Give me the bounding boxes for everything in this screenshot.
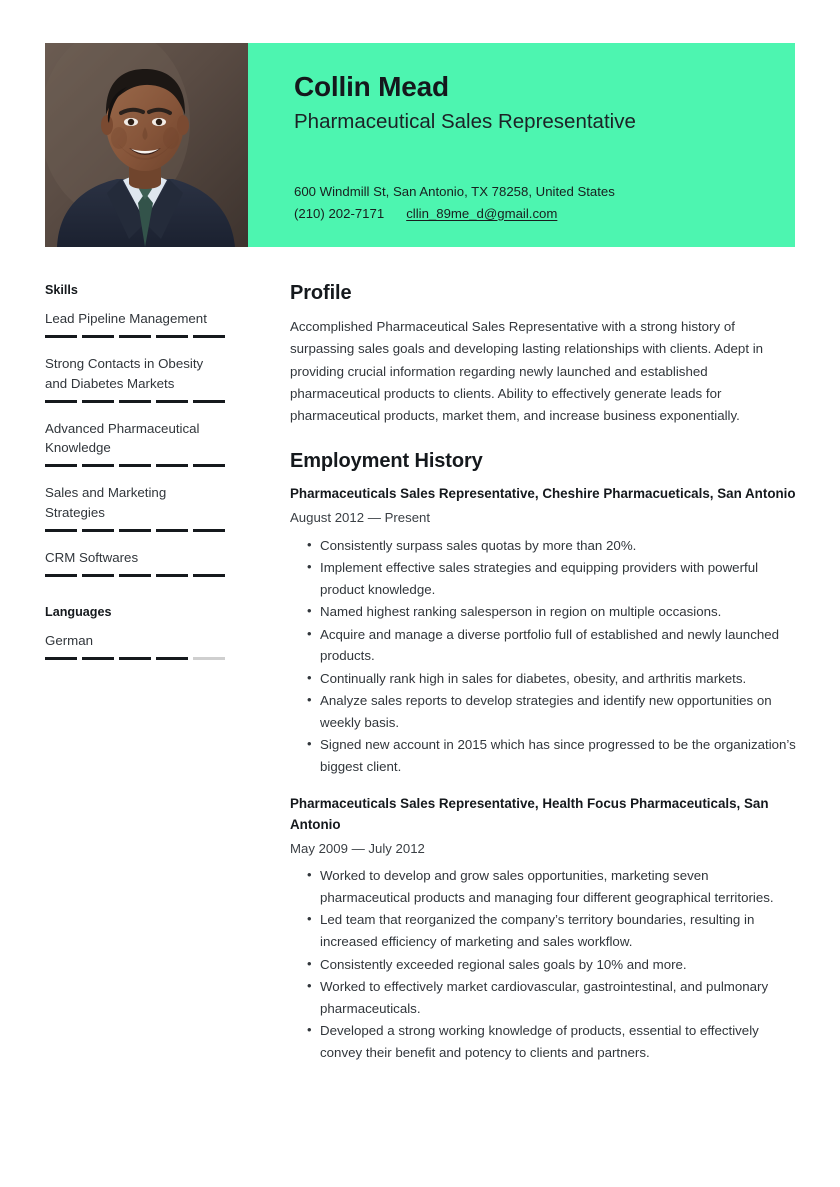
job-entry-bullets xyxy=(290,865,796,1063)
list-item xyxy=(45,631,225,660)
skill-label: Advanced Pharmaceutical Knowledge xyxy=(45,420,200,456)
list-item: • Signed new account in 2015 which has since progressed to be the organization’s biggest client. xyxy=(290,734,796,777)
languages-section xyxy=(45,605,225,660)
job-entry-heading: Pharmaceuticals Sales Representative, Health Focus Pharmaceuticals, San Antonio xyxy=(290,796,769,832)
rating-segment xyxy=(156,335,188,338)
header-accent-band xyxy=(248,43,795,247)
rating-segment xyxy=(82,574,114,577)
job-entry-heading: Pharmaceuticals Sales Representative, Cheshire Pharmacueticals, San Antonio xyxy=(290,485,796,501)
rating-segment xyxy=(193,529,225,532)
job-entry-bullets xyxy=(290,535,796,778)
contact-phone[interactable]: (210) 202-7171 xyxy=(294,205,385,221)
languages-heading: Languages xyxy=(45,605,112,620)
rating-segment xyxy=(82,529,114,532)
rating-segment xyxy=(119,657,151,660)
rating-segment xyxy=(193,574,225,577)
rating-segment xyxy=(82,657,114,660)
list-item: • Worked to effectively market cardiovascular, gastrointestinal, and pulmonary pharmaceuticals. xyxy=(290,976,796,1019)
rating-segment xyxy=(119,574,151,577)
list-item xyxy=(45,548,225,577)
profile-text: Accomplished Pharmaceutical Sales Representative with a strong history of surpassing sales goals and developing lasting relationships with clients. Adept in providing crucial information regarding newly launched and established pharmaceutical products to clients. Ability to effectively generate leads for pharmaceutical products, market them, and increase business exponentially. xyxy=(290,319,764,424)
list-item xyxy=(45,309,225,338)
contact-address: 600 Windmill St, San Antonio, TX 78258, United States xyxy=(294,184,615,199)
list-item: • Analyze sales reports to develop strategies and identify new opportunities on weekly basis. xyxy=(290,690,796,733)
rating-segment xyxy=(193,400,225,403)
job-entry-dates: August 2012 — Present xyxy=(290,509,431,525)
rating-segment xyxy=(156,464,188,467)
rating-segment xyxy=(119,400,151,403)
rating-segment xyxy=(45,657,77,660)
rating-segment xyxy=(82,335,114,338)
profile-section xyxy=(290,282,796,428)
sidebar xyxy=(45,283,225,676)
contact-email[interactable]: cllin_89me_d@gmail.com xyxy=(406,205,558,221)
rating-segment xyxy=(119,529,151,532)
rating-segment xyxy=(45,529,77,532)
list-item: • Worked to develop and grow sales opportunities, marketing seven pharmaceutical products and managing four different geographical territories. xyxy=(290,865,796,908)
rating-segment xyxy=(156,657,188,660)
rating-segment xyxy=(45,464,77,467)
rating-segment xyxy=(193,657,225,660)
language-rating xyxy=(45,657,225,660)
job-title: Pharmaceutical Sales Representative xyxy=(294,109,636,133)
employment-section xyxy=(290,450,796,1064)
rating-segment xyxy=(82,400,114,403)
skill-label: CRM Softwares xyxy=(45,549,139,565)
list-item xyxy=(45,419,225,468)
page-title: Collin Mead xyxy=(294,71,449,102)
list-item: • Consistently exceeded regional sales goals by 10% and more. xyxy=(290,954,796,976)
profile-heading: Profile xyxy=(290,282,352,304)
skill-rating xyxy=(45,574,225,577)
job-entry xyxy=(290,484,796,778)
list-item: • Developed a strong working knowledge of products, essential to effectively convey their benefit and potency to clients and partners. xyxy=(290,1020,796,1063)
skill-rating xyxy=(45,529,225,532)
job-entry xyxy=(290,794,796,1063)
list-item: • Continually rank high in sales for diabetes, obesity, and arthritis markets. xyxy=(290,668,796,690)
skill-rating xyxy=(45,335,225,338)
list-item: • Acquire and manage a diverse portfolio full of established and newly launched products. xyxy=(290,624,796,667)
skills-section xyxy=(45,283,225,577)
list-item xyxy=(45,354,225,403)
profile-photo xyxy=(45,43,248,247)
rating-segment xyxy=(193,464,225,467)
skill-rating xyxy=(45,464,225,467)
rating-segment xyxy=(45,335,77,338)
contact-block xyxy=(294,181,615,225)
rating-segment xyxy=(156,574,188,577)
skill-label: Sales and Marketing Strategies xyxy=(45,485,167,520)
main-content xyxy=(290,282,796,1085)
list-item xyxy=(45,483,225,532)
employment-heading: Employment History xyxy=(290,449,483,472)
skills-heading: Skills xyxy=(45,283,78,297)
job-entry-dates: May 2009 — July 2012 xyxy=(290,840,425,856)
rating-segment xyxy=(45,574,77,577)
rating-segment xyxy=(45,400,77,403)
rating-segment xyxy=(193,335,225,338)
rating-segment xyxy=(119,464,151,467)
list-item: • Named highest ranking salesperson in region on multiple occasions. xyxy=(290,601,796,623)
list-item: • Consistently surpass sales quotas by more than 20%. xyxy=(290,535,796,557)
resume-header xyxy=(45,43,795,247)
skill-rating xyxy=(45,400,225,403)
rating-segment xyxy=(82,464,114,467)
list-item: • Implement effective sales strategies and equipping providers with powerful product knowledge. xyxy=(290,557,796,600)
list-item: • Led team that reorganized the company’s territory boundaries, resulting in increased efficiency of marketing and sales workflow. xyxy=(290,909,796,952)
rating-segment xyxy=(156,529,188,532)
rating-segment xyxy=(156,400,188,403)
skill-label: Strong Contacts in Obesity and Diabetes Markets xyxy=(45,356,204,391)
rating-segment xyxy=(119,335,151,338)
language-label: German xyxy=(45,633,94,649)
skill-label: Lead Pipeline Management xyxy=(45,311,207,326)
